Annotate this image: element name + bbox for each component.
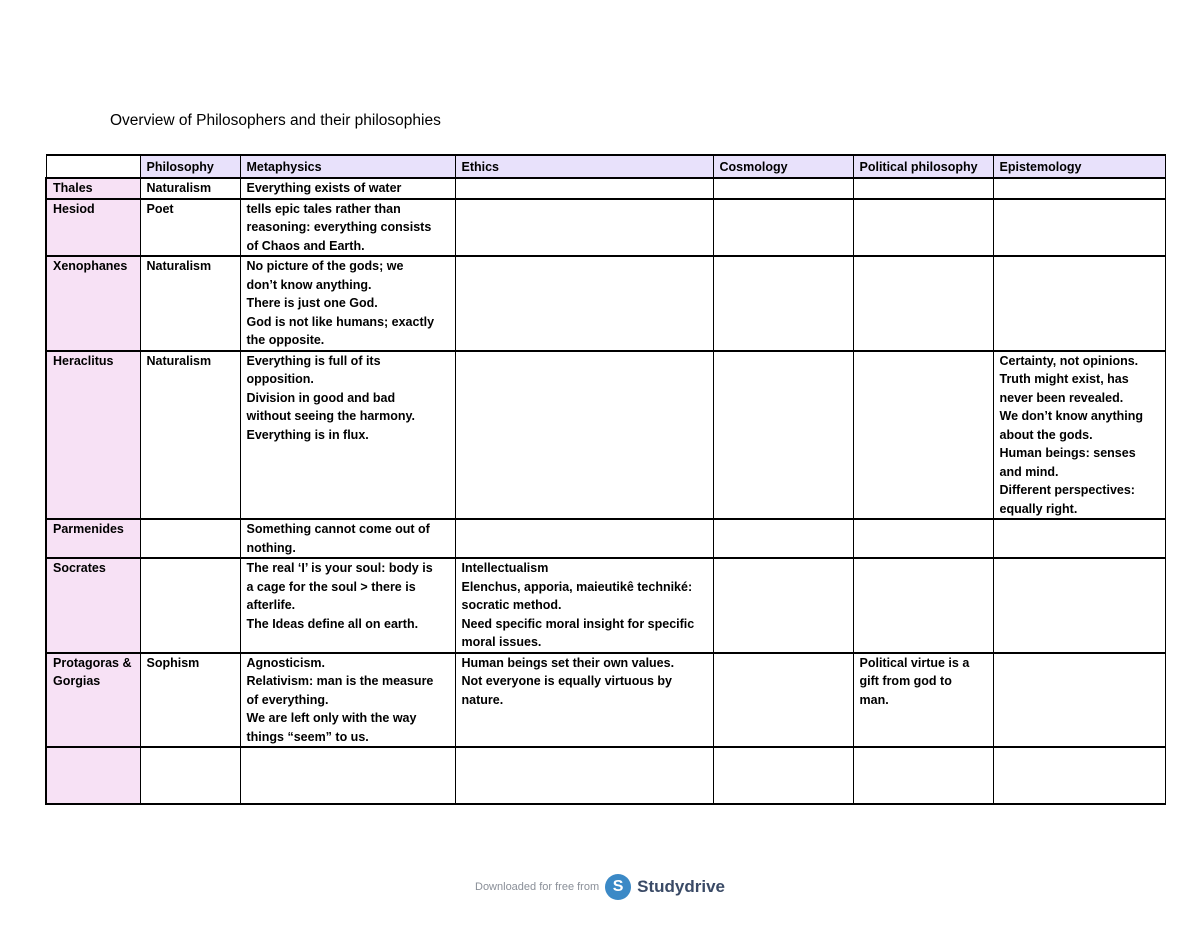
cosmology-cell	[713, 256, 853, 351]
metaphysics-cell	[240, 519, 455, 558]
philosophers-table	[45, 154, 1166, 805]
table-row	[46, 351, 1165, 520]
ethics-cell	[455, 747, 713, 804]
metaphysics-line: of Chaos and Earth.	[246, 238, 365, 253]
metaphysics-cell	[240, 747, 455, 804]
ethics-line: Need specific moral insight for specific	[461, 616, 695, 631]
metaphysics-line: The real ‘I’ is your soul: body is	[246, 561, 433, 575]
philosopher-name: Thales	[46, 178, 140, 199]
philosophy-cell	[140, 747, 240, 804]
political-cell	[853, 519, 993, 558]
philosophy-cell: Poet	[140, 199, 240, 257]
header-corner	[46, 155, 140, 178]
metaphysics-line: No picture of the gods; we	[246, 259, 404, 273]
metaphysics-line: The Ideas define all on earth.	[246, 616, 419, 631]
metaphysics-cell	[240, 558, 455, 653]
table-row	[46, 747, 1165, 804]
table-row	[46, 653, 1165, 748]
ethics-line: Intellectualism	[461, 561, 549, 575]
metaphysics-line: Everything is full of its	[246, 353, 381, 368]
epistemology-line: never been revealed.	[999, 390, 1124, 405]
footer-brand: Studydrive	[637, 877, 725, 896]
cosmology-cell	[713, 519, 853, 558]
metaphysics-cell	[240, 178, 455, 199]
metaphysics-line: We are left only with the way	[246, 711, 417, 725]
philosophy-cell	[140, 558, 240, 653]
ethics-cell	[455, 351, 713, 520]
ethics-line: nature.	[461, 692, 504, 707]
ethics-cell	[455, 558, 713, 653]
political-cell	[853, 747, 993, 804]
metaphysics-line: a cage for the soul > there is	[246, 579, 416, 594]
metaphysics-line: afterlife.	[246, 598, 296, 612]
table-body	[46, 178, 1165, 804]
philosopher-name: Socrates	[46, 558, 140, 653]
epistemology-cell	[993, 747, 1165, 804]
metaphysics-line: Everything is in flux.	[246, 427, 369, 442]
philosopher-name: Protagoras & Gorgias	[46, 653, 140, 748]
metaphysics-cell	[240, 256, 455, 351]
table-row	[46, 199, 1165, 257]
header-ethics: Ethics	[455, 155, 713, 178]
epistemology-cell	[993, 351, 1165, 520]
ethics-line: moral issues.	[461, 635, 542, 649]
ethics-cell	[455, 653, 713, 748]
metaphysics-line: reasoning: everything consists	[246, 220, 432, 234]
philosopher-name: Hesiod	[46, 199, 140, 257]
metaphysics-cell	[240, 351, 455, 520]
metaphysics-line: the opposite.	[246, 333, 325, 347]
epistemology-cell	[993, 558, 1165, 653]
metaphysics-line: Something cannot come out of	[246, 522, 430, 536]
philosopher-name: Heraclitus	[46, 351, 140, 520]
epistemology-line: Human beings: senses	[999, 446, 1136, 460]
political-cell	[853, 558, 993, 653]
table-row	[46, 256, 1165, 351]
metaphysics-line: tells epic tales rather than	[246, 201, 401, 216]
metaphysics-line: Relativism: man is the measure	[246, 674, 434, 688]
ethics-cell	[455, 519, 713, 558]
metaphysics-line: Agnosticism.	[246, 655, 325, 670]
epistemology-line: Different perspectives:	[999, 483, 1135, 497]
ethics-cell	[455, 199, 713, 257]
political-cell	[853, 178, 993, 199]
epistemology-line: We don’t know anything	[999, 409, 1144, 423]
metaphysics-line: don’t know anything.	[246, 277, 372, 292]
table-row	[46, 178, 1165, 199]
political-cell	[853, 256, 993, 351]
philosophy-cell: Naturalism	[140, 178, 240, 199]
epistemology-cell	[993, 199, 1165, 257]
political-cell	[853, 351, 993, 520]
studydrive-logo-icon: S	[605, 874, 631, 900]
epistemology-line: about the gods.	[999, 427, 1093, 442]
epistemology-line: Certainty, not opinions.	[999, 353, 1139, 368]
epistemology-line: and mind.	[999, 464, 1059, 479]
cosmology-cell	[713, 747, 853, 804]
metaphysics-line: without seeing the harmony.	[246, 409, 416, 423]
philosophy-cell: Naturalism	[140, 256, 240, 351]
metaphysics-line: things “seem” to us.	[246, 729, 369, 744]
philosophy-cell: Naturalism	[140, 351, 240, 520]
metaphysics-cell	[240, 653, 455, 748]
ethics-cell	[455, 256, 713, 351]
ethics-line: Not everyone is equally virtuous by	[461, 674, 672, 688]
metaphysics-line: nothing.	[246, 540, 296, 555]
political-line: gift from god to	[859, 674, 952, 688]
header-philosophy: Philosophy	[140, 155, 240, 178]
philosopher-name	[46, 747, 140, 804]
metaphysics-line: There is just one God.	[246, 296, 378, 310]
philosopher-name: Xenophanes	[46, 256, 140, 351]
political-cell	[853, 653, 993, 748]
metaphysics-line: of everything.	[246, 692, 329, 707]
header-metaphysics: Metaphysics	[240, 155, 455, 178]
epistemology-line: Truth might exist, has	[999, 372, 1129, 386]
cosmology-cell	[713, 199, 853, 257]
metaphysics-cell	[240, 199, 455, 257]
epistemology-cell	[993, 256, 1165, 351]
table-row	[46, 558, 1165, 653]
download-footer	[0, 874, 1200, 900]
metaphysics-line: opposition.	[246, 372, 314, 386]
header-political-philosophy: Political philosophy	[853, 155, 993, 178]
philosophy-cell	[140, 519, 240, 558]
cosmology-cell	[713, 351, 853, 520]
table-row	[46, 519, 1165, 558]
header-cosmology: Cosmology	[713, 155, 853, 178]
epistemology-line: equally right.	[999, 501, 1078, 516]
ethics-line: socratic method.	[461, 598, 562, 612]
ethics-line: Human beings set their own values.	[461, 655, 675, 670]
political-cell	[853, 199, 993, 257]
metaphysics-line: Division in good and bad	[246, 390, 396, 405]
document-title: Overview of Philosophers and their philosophies	[110, 112, 441, 129]
epistemology-cell	[993, 519, 1165, 558]
metaphysics-line: Everything exists of water	[246, 181, 402, 195]
philosopher-name: Parmenides	[46, 519, 140, 558]
header-epistemology: Epistemology	[993, 155, 1165, 178]
epistemology-cell	[993, 653, 1165, 748]
metaphysics-line: God is not like humans; exactly	[246, 314, 435, 329]
footer-text: Downloaded for free from	[475, 881, 600, 893]
cosmology-cell	[713, 558, 853, 653]
philosophy-cell: Sophism	[140, 653, 240, 748]
table-header-row	[46, 155, 1165, 178]
ethics-line: Elenchus, apporia, maieutikê techniké:	[461, 579, 693, 594]
cosmology-cell	[713, 653, 853, 748]
cosmology-cell	[713, 178, 853, 199]
epistemology-cell	[993, 178, 1165, 199]
political-line: man.	[859, 692, 889, 707]
political-line: Political virtue is a	[859, 655, 970, 670]
ethics-cell	[455, 178, 713, 199]
